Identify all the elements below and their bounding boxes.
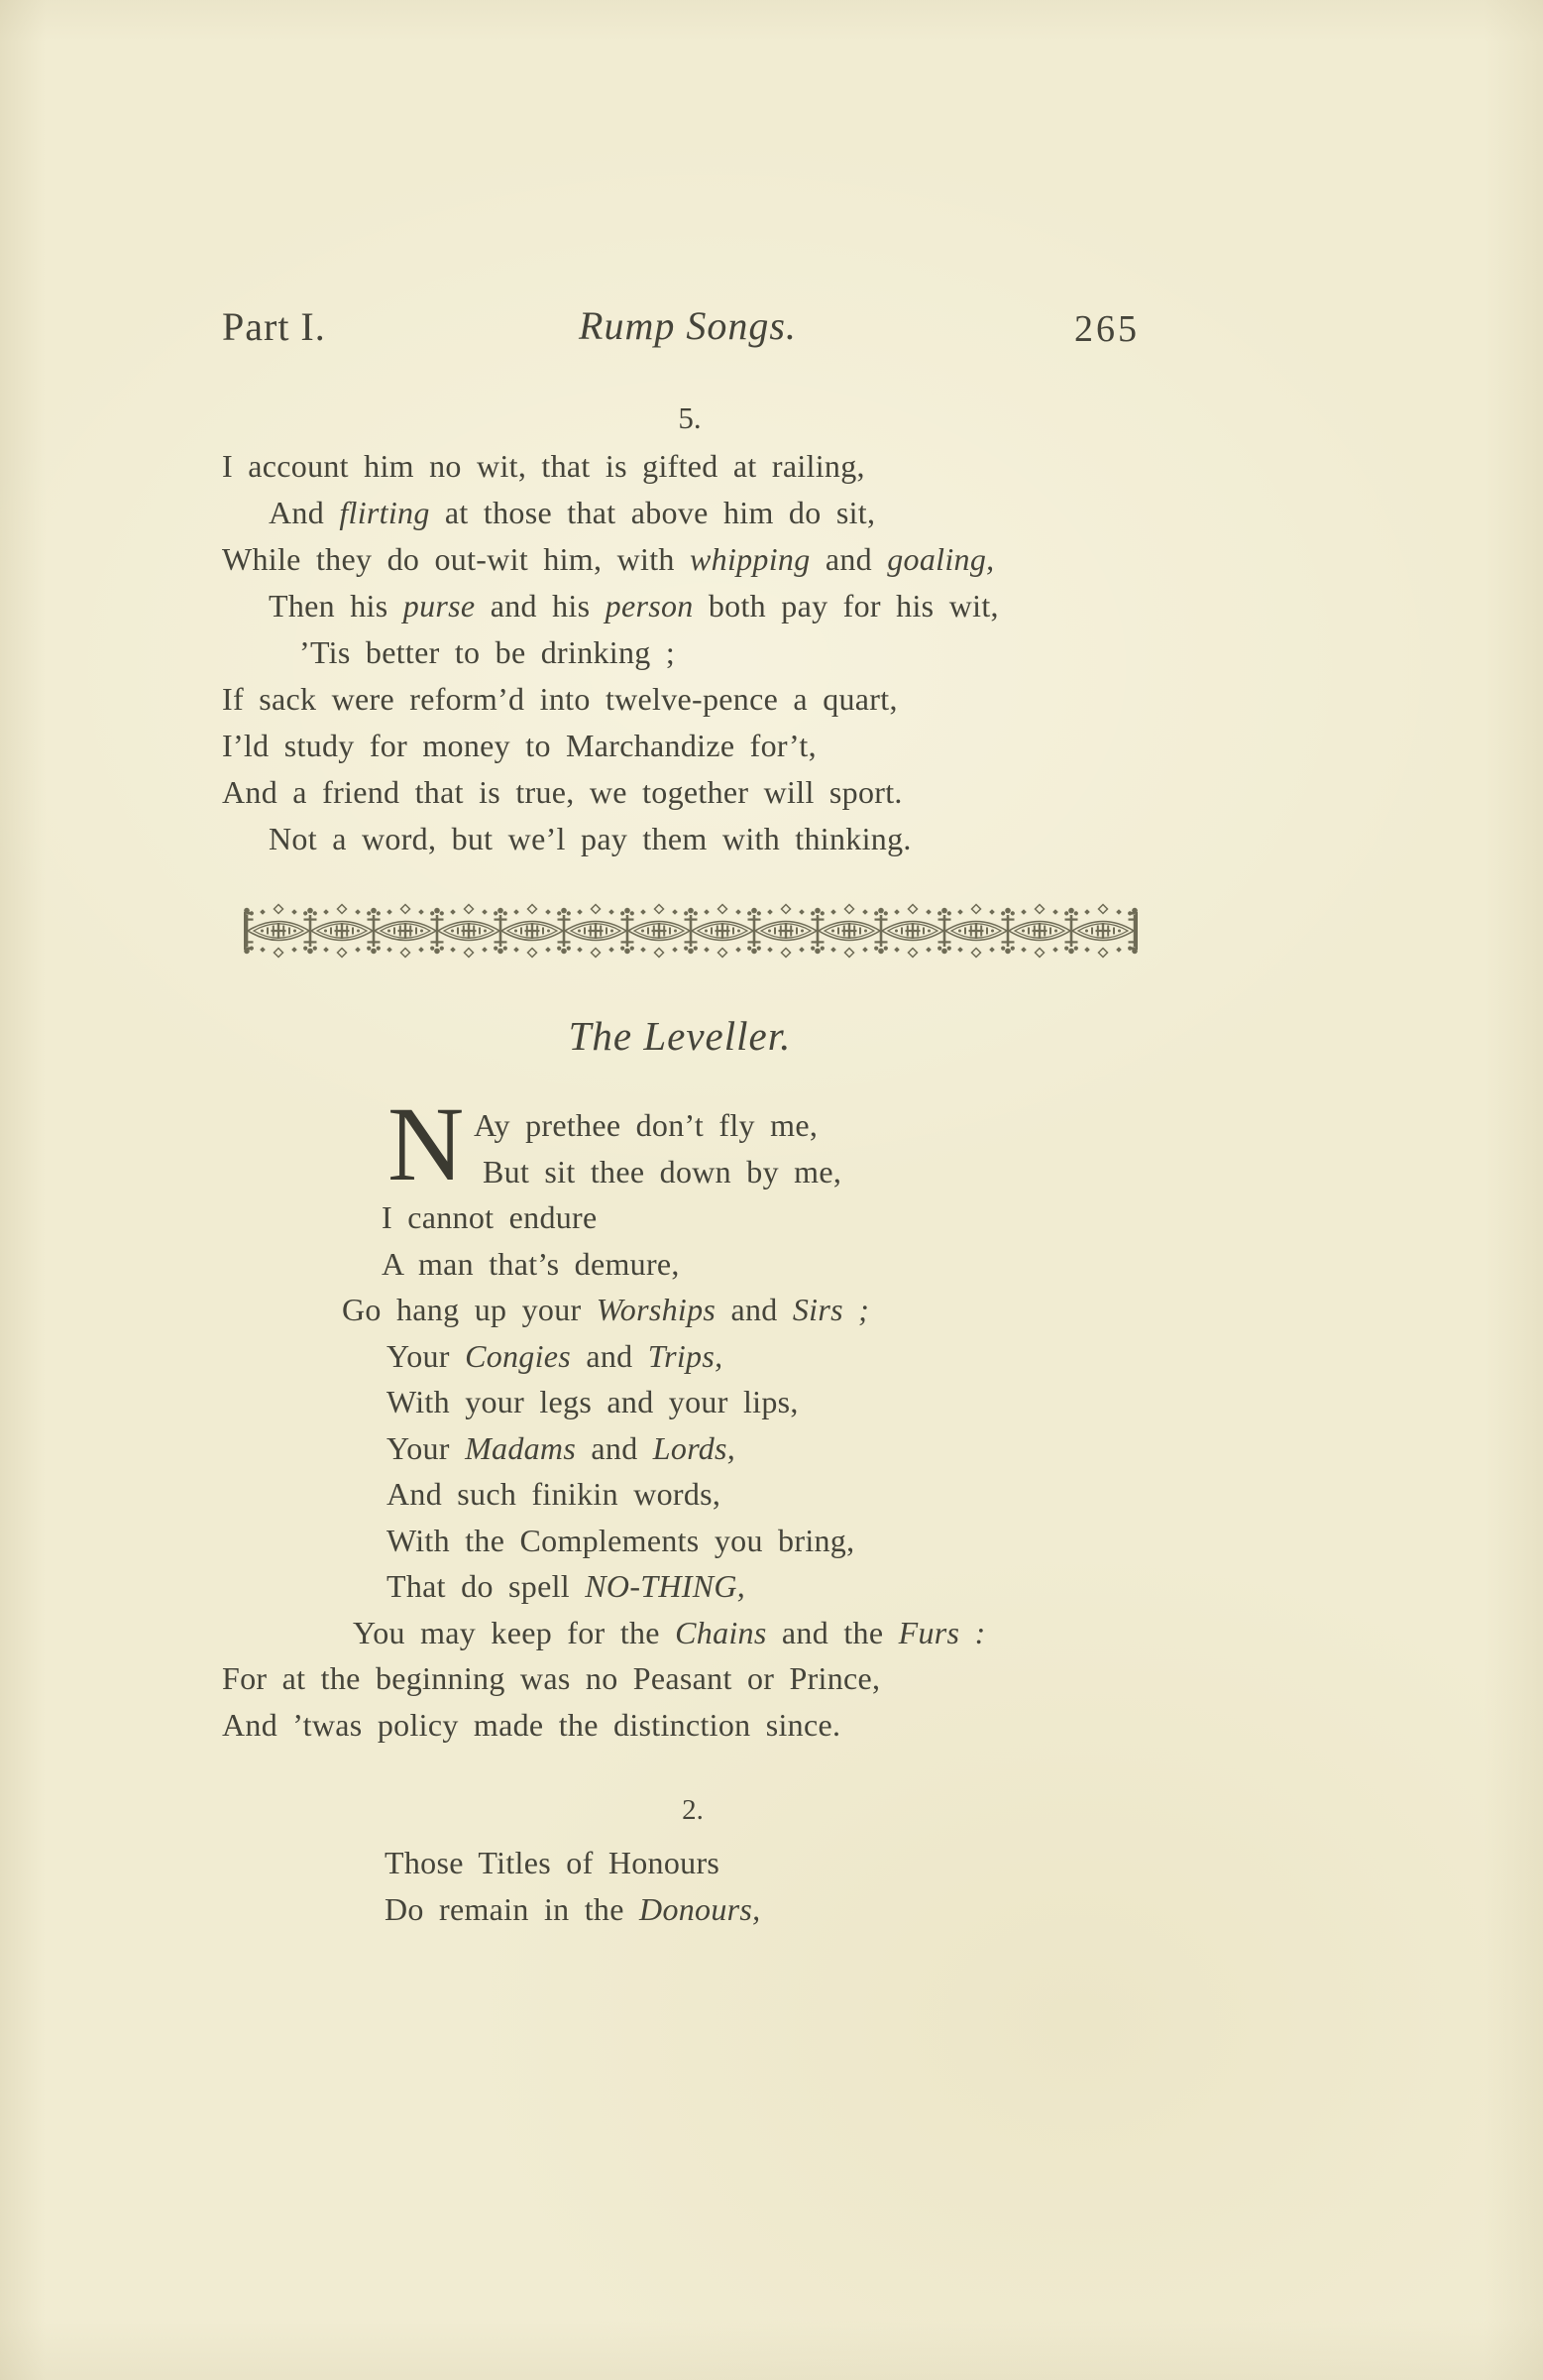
poem-line: Your Madams and Lords,: [386, 1429, 736, 1466]
poem-line: I cannot endure: [382, 1199, 598, 1235]
poem-line: With the Complements you bring,: [386, 1522, 855, 1558]
poem-line: And such finikin words,: [386, 1476, 721, 1512]
poem-line: Your Congies and Trips,: [386, 1337, 723, 1374]
poem-line: Those Titles of Honours: [385, 1845, 720, 1880]
poem-line: And ’twas policy made the distinction since.: [222, 1706, 841, 1743]
poem-line: Do remain in the Donours,: [385, 1890, 761, 1927]
header-book-title: Rump Songs.: [579, 303, 797, 348]
poem-line: While they do out-wit him, with whipping and goaling,: [222, 541, 995, 577]
poem-line: You may keep for the Chains and the Furs :: [353, 1614, 986, 1650]
poem-line: I account him no wit, that is gifted at railing,: [222, 448, 865, 484]
poem-line: A man that’s demure,: [382, 1245, 680, 1282]
poem-line: Ay prethee don’t fly me,: [474, 1107, 819, 1143]
poem-line: Not a word, but we’l pay them with thinking.: [269, 821, 912, 856]
header-part-label: Part I.: [222, 304, 326, 349]
poem-line: But sit thee down by me,: [483, 1153, 842, 1190]
poem-the-leveller: [222, 1102, 986, 1748]
poem-line: And flirting at those that above him do sit,: [269, 495, 876, 530]
poem-line: With your legs and your lips,: [386, 1384, 799, 1419]
poem-line: Then his purse and his person both pay for his wit,: [269, 588, 999, 623]
ornament-divider: [244, 902, 1138, 960]
poem-line: For at the beginning was no Peasant or Prince,: [222, 1660, 881, 1696]
poem-section-5: [222, 443, 999, 862]
printer-ornament-icon: [244, 902, 1138, 960]
poem-section-2: [222, 1840, 760, 1932]
drop-cap: N: [387, 1086, 465, 1203]
poem-line: I’ld study for money to Marchandize for’t,: [222, 728, 817, 763]
poem-line: If sack were reform’d into twelve-pence a quart,: [222, 681, 898, 717]
poem-line: ’Tis better to be drinking ;: [299, 634, 676, 670]
section-2-number: 2.: [682, 1794, 704, 1826]
poem-line: Go hang up your Worships and Sirs ;: [342, 1292, 870, 1327]
section-5-number: 5.: [678, 400, 702, 435]
poem-line: That do spell NO-THING,: [386, 1568, 746, 1604]
poem-line: And a friend that is true, we together will sport.: [222, 774, 903, 810]
header-page-number: 265: [1074, 308, 1140, 350]
poem-title: The Leveller.: [568, 1013, 792, 1059]
